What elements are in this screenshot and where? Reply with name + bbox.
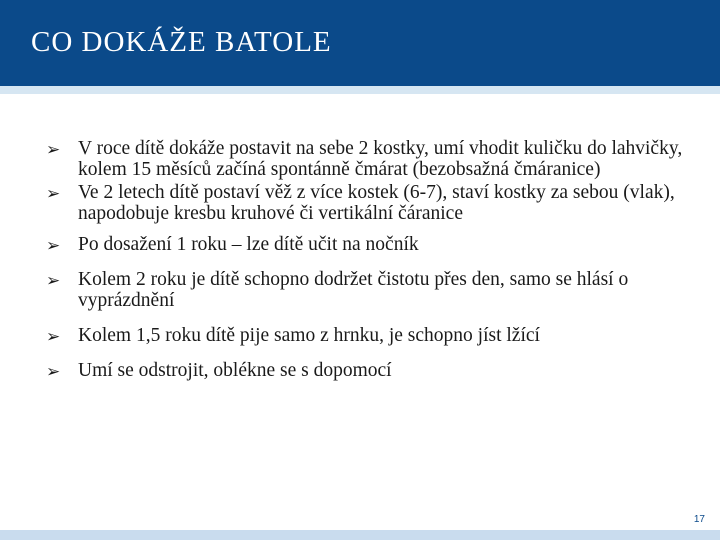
- arrowhead-bullet-icon: ➢: [46, 271, 61, 291]
- list-item-text: Ve 2 letech dítě postaví věž z více kostek (6-7), staví kostky za sebou (vlak), napodobuje kresbu kruhové či vertikální čáranice: [78, 182, 675, 224]
- arrowhead-bullet-icon: ➢: [46, 362, 61, 382]
- list-item: [46, 269, 686, 311]
- list-item: [46, 182, 686, 224]
- footer-accent-band: [0, 530, 720, 540]
- arrowhead-bullet-icon: ➢: [46, 327, 61, 347]
- arrowhead-bullet-icon: ➢: [46, 184, 61, 204]
- list-item-text: Po dosažení 1 roku – lze dítě učit na nočník: [78, 234, 419, 255]
- list-item-text: Umí se odstrojit, oblékne se s dopomocí: [78, 360, 392, 381]
- list-item: [46, 325, 686, 346]
- bullet-list: [46, 138, 686, 385]
- list-item-text: Kolem 2 roku je dítě schopno dodržet čistotu přes den, samo se hlásí o vyprázdnění: [78, 269, 629, 311]
- header-accent-band: [0, 86, 720, 94]
- page-number: 17: [693, 514, 705, 525]
- list-item: [46, 234, 686, 255]
- list-item-text: Kolem 1,5 roku dítě pije samo z hrnku, je schopno jíst lžící: [78, 325, 540, 346]
- slide-title: CO DOKÁŽE BATOLE: [31, 26, 332, 58]
- arrowhead-bullet-icon: ➢: [46, 140, 61, 160]
- list-item: [46, 138, 686, 180]
- list-item-text: V roce dítě dokáže postavit na sebe 2 kostky, umí vhodit kuličku do lahvičky, kolem 15 měsíců začíná spontánně čmárat (bezobsažná čmáranice): [78, 138, 683, 180]
- list-item: [46, 360, 686, 381]
- title-bar: [0, 0, 720, 86]
- arrowhead-bullet-icon: ➢: [46, 236, 61, 256]
